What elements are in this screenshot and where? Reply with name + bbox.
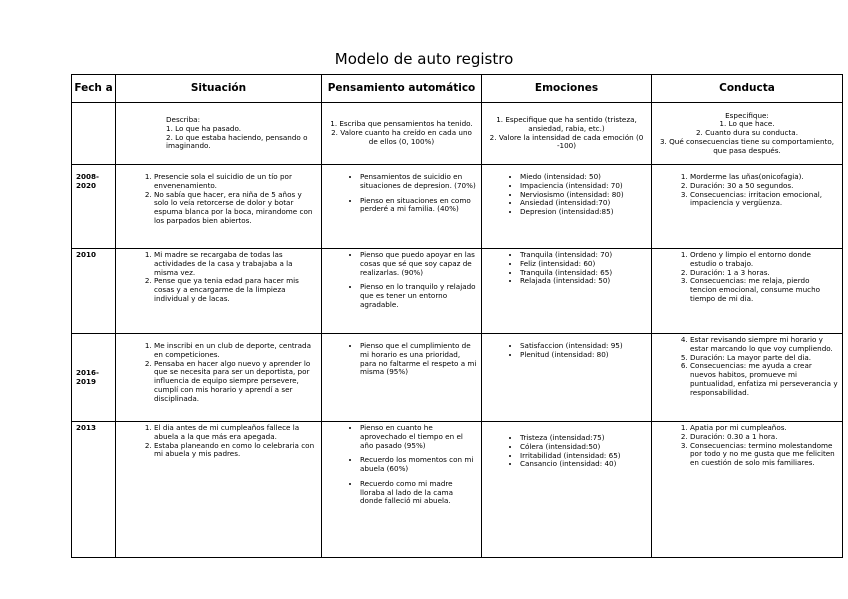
list-item: 2. Pense que ya tenia edad para hacer mis cosas y a encargarme de la limpieza individual y de lacas.	[154, 277, 317, 303]
self-record-table	[71, 74, 843, 558]
list-item: • Pienso que el cumplimiento de mi horario es una prioridad, para no faltarme el respeto a mi misma (95%)	[360, 342, 477, 377]
row-conducta	[652, 334, 843, 422]
list-item: • Recuerdo como mi madre lloraba al lado de la cama donde falleció mi abuela.	[360, 480, 477, 506]
list-item: 3. Consecuencias: termino molestandome por todo y no me gusta que me feliciten en cuestión de solo mis familiares.	[690, 442, 838, 468]
row-date: 2008-2020	[72, 165, 116, 249]
row-pensamiento	[322, 422, 482, 558]
list-item: 2. No sabía que hacer, era niña de 5 años y solo lo veía retorcerse de dolor y botar espuma blanca por la boca, mirandome con los parpados bien abiertos.	[154, 191, 317, 226]
row-date: 2013	[72, 422, 116, 558]
page-title: Modelo de auto registro	[334, 50, 514, 68]
header-pensamiento: Pensamiento automático	[322, 75, 482, 103]
row-emociones	[482, 334, 652, 422]
row-emociones	[482, 422, 652, 558]
list-item: 1. Mi madre se recargaba de todas las actividades de la casa y trabajaba a la misma vez.	[154, 251, 317, 277]
list-item: • Ansiedad (intensidad:70)	[520, 199, 647, 208]
row-pensamiento	[322, 249, 482, 334]
row-conducta	[652, 422, 843, 558]
list-item: • Cansancio (intensidad: 40)	[520, 460, 647, 469]
list-item: • Irritabilidad (intensidad: 65)	[520, 452, 647, 461]
row-situacion	[116, 165, 322, 249]
list-item: • Pienso que puedo apoyar en las cosas que sé que soy capaz de realizarlas. (90%)	[360, 251, 477, 277]
list-item: 1. Presencie sola el suicidio de un tío por envenenamiento.	[154, 173, 317, 191]
list-item: • Pienso en cuanto he aprovechado el tiempo en el año pasado (95%)	[360, 424, 477, 450]
row-conducta	[652, 165, 843, 249]
row-emociones	[482, 165, 652, 249]
list-item: 1. Me inscribi en un club de deporte, centrada en competiciones.	[154, 342, 317, 360]
table-row	[72, 249, 843, 334]
header-emociones: Emociones	[482, 75, 652, 103]
list-item: • Tranquila (intensidad: 70)	[520, 251, 647, 260]
list-item: 3. Consecuencias: irritacion emocional, impaciencia y vergüenza.	[690, 191, 838, 209]
instructions-fecha	[72, 103, 116, 165]
instructions-situacion: Describa: 1. Lo que ha pasado. 2. Lo que estaba haciendo, pensando o imaginando.	[116, 103, 322, 165]
list-item: 2. Estaba planeando en como lo celebraria con mi abuela y mis padres.	[154, 442, 317, 460]
table-row	[72, 334, 843, 422]
list-item: • Pensamientos de suicidio en situaciones de depresion. (70%)	[360, 173, 477, 191]
list-item: 1. Morderme las uñas(onicofagia).	[690, 173, 838, 182]
header-fecha: Fech a	[72, 75, 116, 103]
list-item: 2. Duración: 30 a 50 segundos.	[690, 182, 838, 191]
row-situacion	[116, 334, 322, 422]
list-item: • Cólera (intensidad:50)	[520, 443, 647, 452]
list-item: • Plenitud (intensidad: 80)	[520, 351, 647, 360]
list-item: 6. Consecuencias: me ayuda a crear nuevos habitos, promueve mi puntualidad, enfatiza mi perseverancia y responsabilidad.	[690, 362, 838, 397]
list-item: • Recuerdo los momentos con mi abuela (60%)	[360, 456, 477, 474]
list-item: 4. Estar revisando siempre mi horario y estar marcando lo que voy cumpliendo.	[690, 336, 838, 354]
header-conducta: Conducta	[652, 75, 843, 103]
row-conducta	[652, 249, 843, 334]
list-item: • Pienso en lo tranquilo y relajado que es tener un entorno agradable.	[360, 283, 477, 309]
row-situacion	[116, 422, 322, 558]
list-item: 2. Duración: 0.30 a 1 hora.	[690, 433, 838, 442]
list-item: 1. Ordeno y limpio el entorno donde estudio o trabajo.	[690, 251, 838, 269]
table-row	[72, 165, 843, 249]
row-pensamiento	[322, 334, 482, 422]
row-emociones	[482, 249, 652, 334]
list-item: 1. Apatia por mi cumpleaños.	[690, 424, 838, 433]
list-item: • Relajada (intensidad: 50)	[520, 277, 647, 286]
list-item: • Feliz (intensidad: 60)	[520, 260, 647, 269]
instructions-pensamiento: 1. Escriba que pensamientos ha tenido. 2. Valore cuanto ha creído en cada uno de ellos (0, 100%)	[322, 103, 482, 165]
list-item: • Depresion (intensidad:85)	[520, 208, 647, 217]
row-date: 2010	[72, 249, 116, 334]
list-item: 1. El dia antes de mi cumpleaños fallece la abuela a la que más era apegada.	[154, 424, 317, 442]
list-item: 3. Consecuencias: me relaja, pierdo tencion emocional, consume mucho tiempo de mi dia.	[690, 277, 838, 303]
list-item: • Impaciencia (intensidad: 70)	[520, 182, 647, 191]
list-item: 5. Duración: La mayor parte del dia.	[690, 354, 838, 363]
list-item: • Tristeza (intensidad:75)	[520, 434, 647, 443]
list-item: • Nerviosismo (intensidad: 80)	[520, 191, 647, 200]
table-row	[72, 422, 843, 558]
list-item: • Pienso en situaciones en como perderé a mi familia. (40%)	[360, 197, 477, 215]
row-pensamiento	[322, 165, 482, 249]
header-situacion: Situación	[116, 75, 322, 103]
list-item: 2. Duración: 1 a 3 horas.	[690, 269, 838, 278]
instructions-emociones: 1. Especifique que ha sentido (tristeza, ansiedad, rabia, etc.) 2. Valore la intensidad de cada emoción (0 -100)	[482, 103, 652, 165]
header-row	[72, 75, 843, 103]
instructions-row	[72, 103, 843, 165]
list-item: 2. Pensaba en hacer algo nuevo y aprender lo que se necesita para ser un deportista, por influencia de equipo siempre persevere, cumplí con mis horario y aprendí a ser disciplinada.	[154, 360, 317, 404]
list-item: • Satisfaccion (intensidad: 95)	[520, 342, 647, 351]
row-date: 2016-2019	[72, 334, 116, 422]
row-situacion	[116, 249, 322, 334]
list-item: • Tranquila (intensidad: 65)	[520, 269, 647, 278]
instructions-conducta: Especifique: 1. Lo que hace. 2. Cuanto dura su conducta. 3. Qué consecuencias tiene su comportamiento, que pasa después.	[652, 103, 843, 165]
list-item: • Miedo (intensidad: 50)	[520, 173, 647, 182]
